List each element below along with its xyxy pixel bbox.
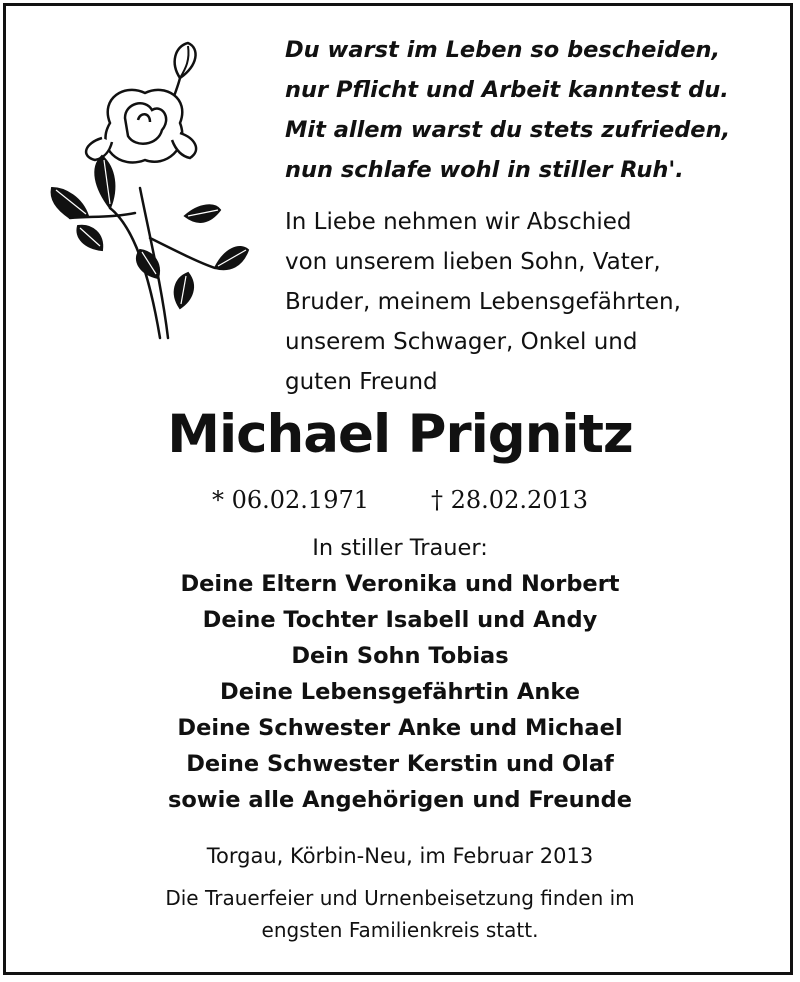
life-dates — [0, 480, 800, 520]
mourner-line: Deine Schwester Anke und Michael — [177, 715, 623, 741]
mourner-line: Deine Tochter Isabell und Andy — [202, 607, 598, 633]
mourning-heading: In stiller Trauer: — [312, 535, 488, 561]
mourner-line: Dein Sohn Tobias — [291, 643, 509, 669]
birth-date: * 06.02.1971 — [211, 486, 369, 514]
mourner-line: Deine Schwester Kerstin und Olaf — [186, 751, 614, 777]
place-date: Torgau, Körbin-Neu, im Februar 2013 — [206, 844, 594, 868]
funeral-note — [0, 882, 800, 946]
poem-line: Du warst im Leben so bescheiden, — [285, 37, 721, 63]
farewell-line: In Liebe nehmen wir Abschied — [285, 209, 632, 235]
mourner-line: Deine Lebensgefährtin Anke — [220, 679, 580, 705]
death-date: † 28.02.2013 — [431, 486, 589, 514]
rose-icon — [40, 38, 250, 358]
poem-line: nur Pflicht und Arbeit kanntest du. — [285, 77, 729, 103]
poem — [285, 30, 780, 190]
deceased-name: Michael Prignitz — [167, 404, 633, 465]
farewell-line: Bruder, meinem Lebensgefährten, — [285, 289, 681, 315]
farewell-text — [285, 202, 780, 402]
farewell-line: guten Freund — [285, 369, 438, 395]
mourners-list — [0, 566, 800, 818]
poem-line: Mit allem warst du stets zufrieden, — [285, 117, 731, 143]
funeral-note-line: engsten Familienkreis statt. — [261, 918, 539, 942]
funeral-note-line: Die Trauerfeier und Urnenbeisetzung finden im — [165, 886, 635, 910]
mourner-line: sowie alle Angehörigen und Freunde — [167, 787, 633, 813]
mourner-line: Deine Eltern Veronika und Norbert — [180, 571, 620, 597]
farewell-line: von unserem lieben Sohn, Vater, — [285, 249, 661, 275]
poem-line: nun schlafe wohl in stiller Ruh'. — [285, 157, 684, 183]
farewell-line: unserem Schwager, Onkel und — [285, 329, 638, 355]
